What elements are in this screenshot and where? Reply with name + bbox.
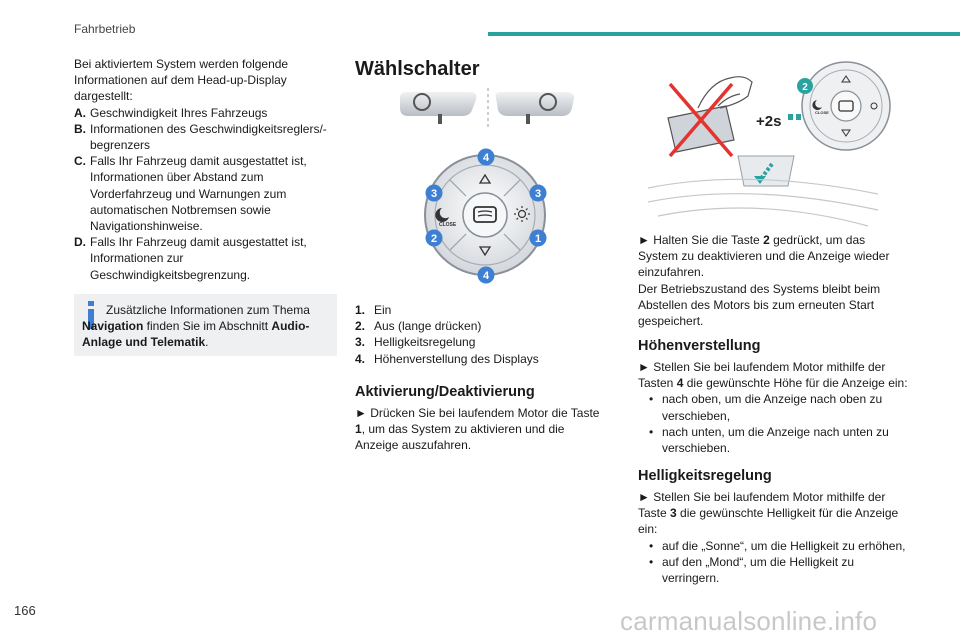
watermark: carmanualsonline.info [620,606,878,636]
deactivation-illustration [648,60,896,230]
brightness-text: ► Stellen Sie bei laufendem Motor mithilfe der Taste 3 die gewünschte Helligkeit für die Anzeige ein: [638,490,899,537]
callout-3-right [529,184,547,207]
info-text: Zusätzliche Informationen zum Thema Navigation finden Sie im Abschnitt Audio-Anlage und Telematik. [82,303,310,350]
subtitle-height: Höhenverstellung [638,338,761,354]
header-accent-bar [488,32,960,36]
running-header: Fahrbetrieb [74,22,136,36]
hud-item-c: C. Falls Ihr Fahrzeug damit ausgestattet ist, Informationen über Abstand zum Vorderfahrzeug und Warnungen zum automatischen Notbremsen sowie Navigationshinweise. [74,154,307,234]
height-text: ► Stellen Sie bei laufendem Motor mithilfe der Tasten 4 die gewünschte Höhe für die Anzeige ein: [638,360,908,391]
memory-text: Der Betriebszustand des Systems bleibt beim Abstellen des Motors bis zum erneuten Start gespeichert. [638,281,881,329]
height-bullet-down: • nach unten, um die Anzeige nach unten zu verschieben. [638,424,908,456]
info-bold-audio: Audio-Anlage und Telematik [82,319,310,350]
section-title-selector: Wählschalter [355,58,480,80]
svg-text:3: 3 [430,188,438,200]
svg-text:3: 3 [534,188,542,200]
callout-4-top [477,148,495,171]
hud-item-a: A. Geschwindigkeit Ihres Fahrzeugs [74,105,268,120]
callout-2 [425,229,443,252]
height-bullet-up: • nach oben, um die Anzeige nach oben zu verschieben, [638,391,908,423]
legend-item-4: 4. Höhenverstellung des Displays [355,351,539,366]
brightness-section [638,489,908,586]
subtitle-activation: Aktivierung/Deaktivierung [355,384,535,400]
column-1 [74,56,340,283]
brightness-bullet-sun: • auf die „Sonne“, um die Helligkeit zu erhöhen, [638,538,908,554]
activation-text: ► Drücken Sie bei laufendem Motor die Taste 1, um das System zu aktivieren und die Anzeige auszufahren. [355,406,600,453]
hud-item-b: B. Informationen des Geschwindigkeitsreglers/-begrenzers [74,121,327,153]
info-bold-navigation: Navigation [82,319,144,334]
hud-item-d: D. Falls Ihr Fahrzeug damit ausgestattet ist, Informationen zur Geschwindigkeitsbegrenzung. [74,235,307,282]
subtitle-brightness: Helligkeitsregelung [638,468,772,484]
callout-2-illustration: 2 [802,82,808,93]
steering-position-illustration [398,86,578,130]
legend-item-3: 3. Helligkeitsregelung [355,335,476,350]
page-number: 166 [14,603,36,618]
callout-3-left [425,184,443,207]
column-3-text [638,232,908,329]
svg-text:2: 2 [430,233,438,245]
selector-legend [355,302,610,367]
height-section [638,359,908,456]
hold-duration-label: +2s [756,113,782,130]
hud-intro: Bei aktiviertem System werden folgende Informationen auf dem Head-up-Display dargestellt: [74,57,289,104]
close-label: CLOSE [439,222,457,228]
deactivation-text: ► Halten Sie die Taste 2 gedrückt, um das System zu deaktivieren und die Anzeige wieder einzufahren. [638,233,890,280]
svg-text:4: 4 [482,152,490,164]
callout-1 [529,229,547,252]
legend-item-2: 2. Aus (lange drücken) [355,319,482,334]
callout-4-bottom [477,266,495,289]
svg-text:4: 4 [482,270,490,282]
svg-text:CLOSE: CLOSE [815,110,829,115]
brightness-bullet-moon: • auf den „Mond“, um die Helligkeit zu verringern. [638,554,908,586]
svg-text:1: 1 [534,233,542,245]
legend-item-1: 1. Ein [355,303,392,317]
